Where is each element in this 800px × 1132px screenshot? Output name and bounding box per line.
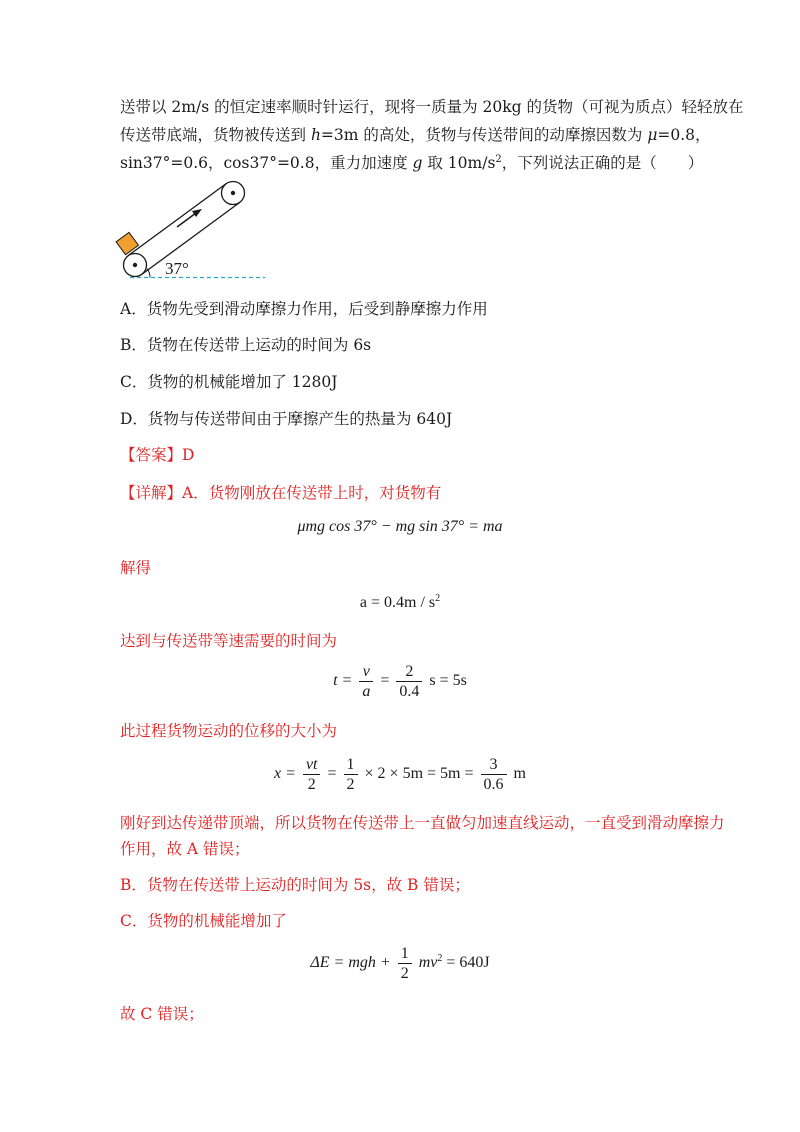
direction-arrow bbox=[177, 213, 196, 227]
text-span: ，下列说法正确的是（ ） bbox=[501, 154, 704, 172]
denominator: 2 bbox=[400, 965, 409, 982]
numerator: vt bbox=[303, 755, 321, 775]
var-h: h bbox=[310, 126, 321, 144]
equation-3 bbox=[0, 662, 800, 701]
eq-tail: = 640J bbox=[446, 954, 490, 972]
numerator: 1 bbox=[398, 944, 412, 964]
var-g: g bbox=[412, 154, 423, 172]
option-b-explanation: B．货物在传送带上运动的时间为 5s，故 B 错误； bbox=[120, 876, 470, 894]
denominator: 2 bbox=[307, 776, 316, 793]
eq-middle: × 2 × 5m = 5m = bbox=[364, 765, 474, 783]
option-a: A．货物先受到滑动摩擦力作用，后受到静摩擦力作用 bbox=[120, 300, 488, 318]
equals: = bbox=[380, 672, 390, 690]
superscript: 2 bbox=[495, 154, 502, 165]
numerator: 3 bbox=[481, 755, 507, 775]
equation-5 bbox=[0, 944, 800, 983]
option-b: B．货物在传送带上运动的时间为 6s bbox=[120, 336, 372, 354]
equals: = bbox=[327, 765, 337, 783]
fraction bbox=[344, 755, 358, 794]
solve-label: 解得 bbox=[120, 559, 152, 577]
displacement-text: 此过程货物运动的位移的大小为 bbox=[120, 722, 338, 740]
angle-label: 37° bbox=[165, 259, 189, 278]
question-line-2 bbox=[120, 124, 711, 146]
text-span: sin37°=0.6，cos37°=0.8，重力加速度 bbox=[120, 154, 413, 172]
fraction bbox=[396, 662, 422, 701]
option-c-conclusion: 故 C 错误； bbox=[120, 1005, 204, 1023]
equation-4 bbox=[0, 755, 800, 794]
answer-line: 【答案】D bbox=[120, 446, 195, 464]
text-span: =3m 的高处，货物与传送带间的动摩擦因数为 bbox=[320, 126, 648, 144]
eq-lhs: x = bbox=[274, 765, 296, 783]
superscript: 2 bbox=[435, 593, 441, 604]
question-line-1: 送带以 2m/s 的恒定速率顺时针运行，现将一质量为 20kg 的货物（可视为质点）轻轻放在 bbox=[120, 98, 744, 116]
cargo-box bbox=[116, 232, 138, 254]
numerator: 1 bbox=[344, 755, 358, 775]
conclusion-line-1: 刚好到达传递带顶端，所以货物在传送带上一直做匀加速直线运动，一直受到滑动摩擦力 bbox=[120, 814, 725, 832]
angle-arc bbox=[147, 269, 150, 278]
text-span: 取 10m/s bbox=[422, 154, 496, 172]
superscript: 2 bbox=[437, 953, 443, 965]
bottom-pulley-axle bbox=[133, 263, 137, 267]
text-span: =0.8， bbox=[657, 126, 711, 144]
option-c: C．货物的机械能增加了 1280J bbox=[120, 373, 338, 391]
fraction bbox=[398, 944, 412, 983]
fraction bbox=[359, 662, 373, 701]
conveyor-belt-figure bbox=[110, 178, 280, 288]
eq-rhs: mv bbox=[418, 954, 438, 972]
option-d: D．货物与传送带间由于摩擦产生的热量为 640J bbox=[120, 410, 453, 428]
equation-1 bbox=[0, 518, 800, 536]
eq-rhs: s = 5s bbox=[429, 672, 467, 690]
denominator: 0.4 bbox=[399, 683, 420, 700]
question-line-3 bbox=[120, 152, 703, 174]
belt-upper-edge bbox=[128, 184, 226, 256]
denominator: 2 bbox=[346, 776, 355, 793]
equation-2 bbox=[0, 594, 800, 612]
time-text: 达到与传送带等速需要的时间为 bbox=[120, 632, 338, 650]
equation-text: μmg cos 37° − mg sin 37° = ma bbox=[297, 518, 503, 535]
denominator: a bbox=[362, 683, 371, 700]
numerator: v bbox=[359, 662, 373, 682]
equation-text: a = 0.4m / s bbox=[359, 594, 436, 611]
eq-lhs: ΔE = mgh + bbox=[310, 954, 391, 972]
arrow-head-icon bbox=[192, 209, 202, 217]
text-span: 传送带底端，货物被传送到 bbox=[120, 126, 311, 144]
top-pulley-axle bbox=[231, 191, 235, 195]
eq-lhs: t = bbox=[333, 672, 353, 690]
conclusion-line-2: 作用，故 A 错误； bbox=[120, 840, 250, 858]
belt-lower-edge bbox=[142, 202, 240, 274]
option-c-explanation: C．货物的机械能增加了 bbox=[120, 912, 287, 930]
fraction bbox=[481, 755, 507, 794]
numerator: 2 bbox=[396, 662, 422, 682]
eq-rhs: m bbox=[513, 765, 526, 783]
detail-intro: 【详解】A．货物刚放在传送带上时，对货物有 bbox=[120, 484, 442, 502]
fraction bbox=[303, 755, 321, 794]
denominator: 0.6 bbox=[483, 776, 504, 793]
var-mu: μ bbox=[647, 126, 658, 144]
